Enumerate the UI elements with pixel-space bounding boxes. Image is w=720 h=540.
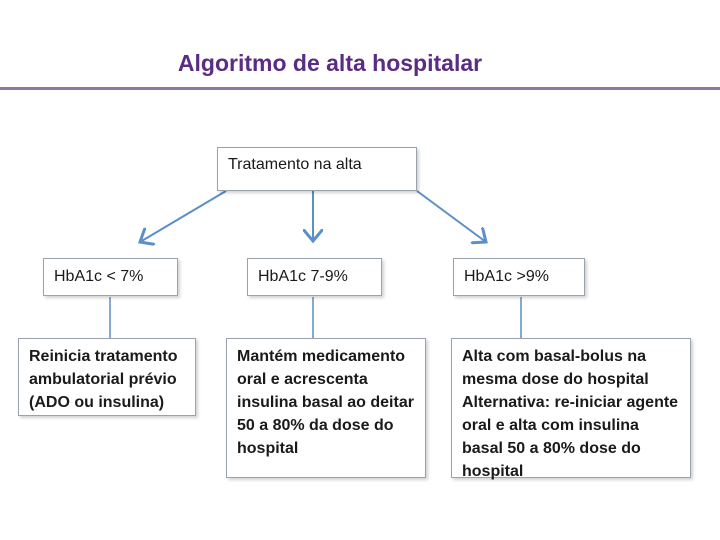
- action-mid: Mantém medicamento oral e acrescenta insulina basal ao deitar 50 a 80% da dose do hospital: [226, 338, 426, 478]
- condition-low: HbA1c < 7%: [43, 258, 178, 296]
- arrow-right: [417, 191, 486, 242]
- action-low: Reinicia tratamento ambulatorial prévio (ADO ou insulina): [18, 338, 196, 416]
- condition-mid: HbA1c 7-9%: [247, 258, 382, 296]
- root-node: Tratamento na alta: [217, 147, 417, 191]
- condition-high: HbA1c >9%: [453, 258, 585, 296]
- page-title: Algoritmo de alta hospitalar: [177, 50, 483, 76]
- arrow-left: [140, 191, 226, 242]
- action-high: Alta com basal-bolus na mesma dose do hospital Alternativa: re-iniciar agente oral e alta com insulina basal 50 a 80% dose do hospital: [451, 338, 691, 478]
